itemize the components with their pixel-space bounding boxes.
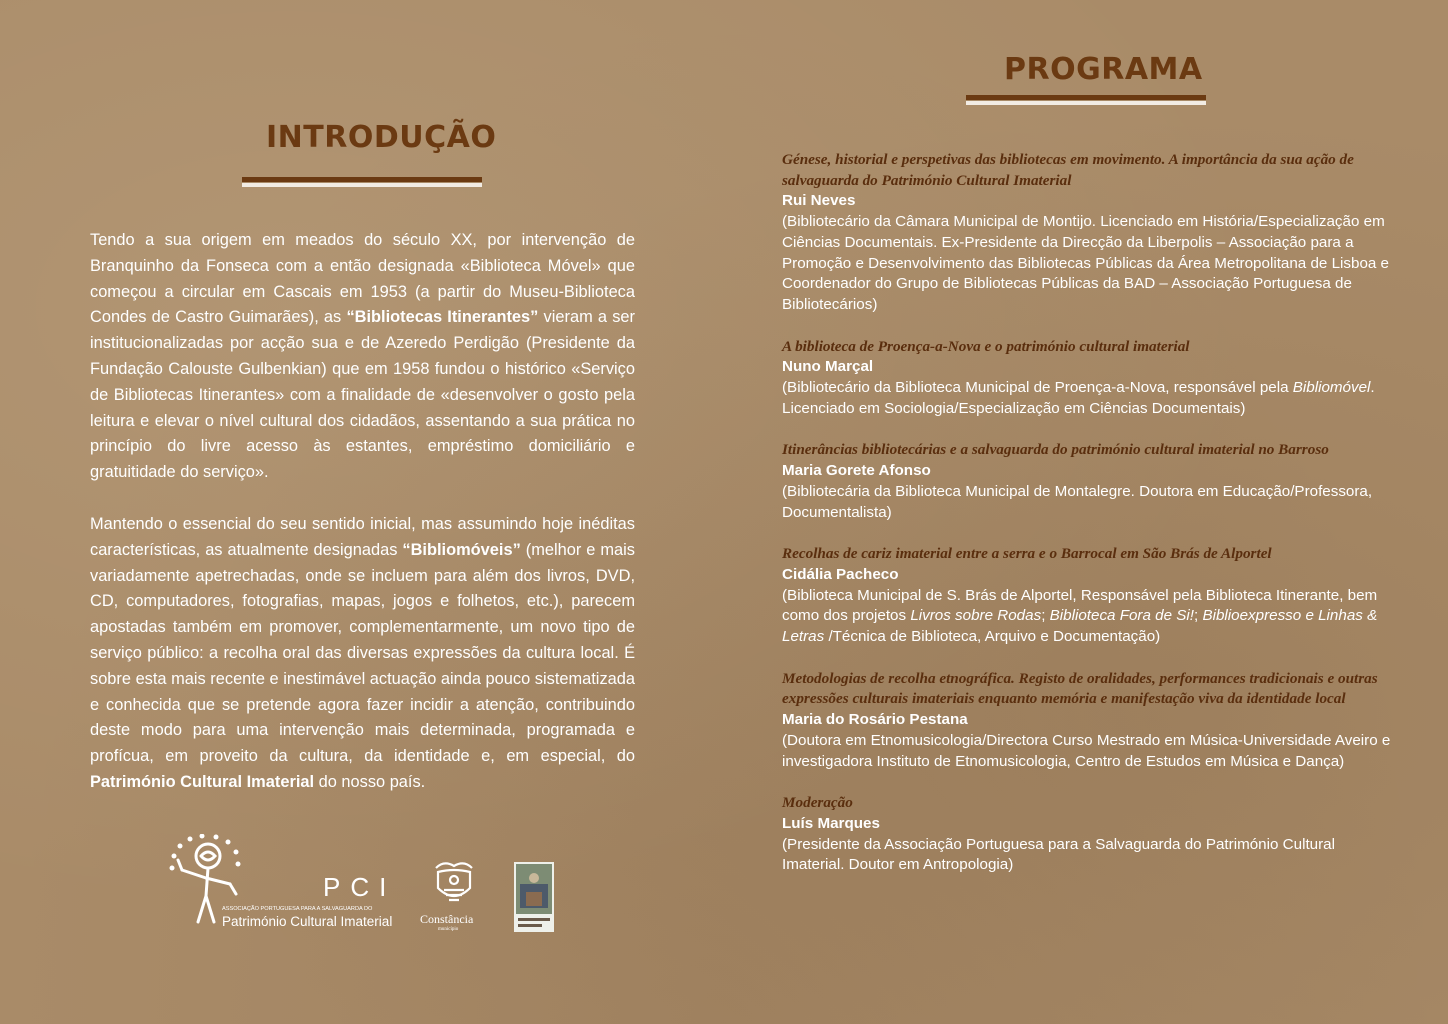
programa-item-description <box>782 482 1392 523</box>
intro-paragraph-1 <box>90 228 635 486</box>
text-run: (Doutora em Etnomusicologia/Directora Curso Mestrado em Música-Universidade Aveiro e investigadora Instituto de Etnomusicologia, Centro de Estudos em Música e Dança) <box>782 731 1391 770</box>
programa-item-description <box>782 586 1392 648</box>
programa-item <box>782 337 1392 420</box>
text-run: Mantendo o essencial do seu sentido inicial, mas assumindo hoje inéditas características, as atualmente designadas <box>90 514 635 559</box>
intro-text <box>90 228 635 822</box>
emphasis-text: Património Cultural Imaterial <box>90 772 315 791</box>
programa-heading: PROGRAMA <box>1004 52 1203 87</box>
text-run: (Biblioteca Municipal de S. Brás de Alportel, Responsável pela Biblioteca Itinerante, bem como dos projetos <box>782 586 1378 625</box>
programa-item-description <box>782 212 1392 316</box>
programa-item-title: Génese, historial e perspetivas das bibliotecas em movimento. A importância da sua ação de salvaguarda do Património Cultural Imaterial <box>782 151 1354 189</box>
pci-association-text: ASSOCIAÇÃO PORTUGUESA PARA A SALVAGUARDA DO <box>222 906 373 912</box>
emphasis-text: Biblioexpresso e Linhas & Letras <box>782 607 1378 646</box>
programa-item-speaker: Nuno Marçal <box>782 358 874 376</box>
programa-item <box>782 440 1392 523</box>
text-run: Tendo a sua origem em meados do século XX, por intervenção de Branquinho da Fonseca com a então designada «Biblioteca Móvel» que começou a circular em Cascais em 1953 (a partir do Museu-Biblioteca Condes de Castro Guimarães), as <box>90 231 635 327</box>
programa-item-title: Metodologias de recolha etnográfica. Registo de oralidades, performances tradicionais e outras expressões culturais imateriais enquanto memória e manifestação viva da identidade local <box>782 669 1378 708</box>
programa-item <box>782 669 1392 773</box>
programa-item-title: Moderação <box>782 794 853 812</box>
emphasis-text: Biblioteca Fora de Si! <box>1049 607 1194 625</box>
programa-item-speaker: Cidália Pacheco <box>782 565 899 583</box>
programa-item <box>782 150 1392 316</box>
constancia-subtitle: município <box>438 927 459 932</box>
emphasis-text: “Bibliomóveis” <box>402 540 521 559</box>
programa-item-title: Recolhas de cariz imaterial entre a serra e o Barrocal em São Brás de Alportel <box>782 545 1272 563</box>
text-run: . Licenciado em Sociologia/Especialização em Ciências Documentais) <box>782 379 1375 417</box>
text-run: (melhor e mais variadamente apetrechadas, onde se incluem para além dos livros, DVD, CD, computadores, fotografias, mapas, jogos e folhetos, etc.), parecem apostadas também em promover, complementarmente, um novo tipo de serviço público: a recolha oral das diversas expressões da cultura local. É sobre esta mais recente e inestimável actuação ainda pouco sistematizada e conhecida que se pretende agora fazer incidir a atenção, contribuindo deste modo para uma intervenção mais determinada, programada e profícua, em proveito da cultura, da identidade e, em especial, do <box>90 540 635 766</box>
programa-item-title: A biblioteca de Proença-a-Nova e o património cultural imaterial <box>782 337 1190 355</box>
intro-heading-rule <box>242 177 482 187</box>
intro-paragraph-2 <box>90 512 635 796</box>
pci-acronym: PCI <box>323 872 397 902</box>
text-run: /Técnica de Biblioteca, Arquivo e Documentação) <box>824 628 1161 646</box>
programa-item-speaker: Rui Neves <box>782 192 856 210</box>
programa-item-speaker: Luís Marques <box>782 814 880 832</box>
pci-name: Património Cultural Imaterial <box>222 914 393 929</box>
constancia-name: Constância <box>420 912 474 926</box>
programa-item-speaker: Maria do Rosário Pestana <box>782 711 968 729</box>
programa-item-description <box>782 835 1392 876</box>
bookmobile-photo-icon <box>514 862 554 932</box>
emphasis-text: “Bibliotecas Itinerantes” <box>346 308 539 327</box>
text-run: vieram a ser institucionalizadas por acção sua e de Azeredo Perdigão (Presidente da Fundação Calouste Gulbenkian) que em 1958 fundou o histórico «Serviço de Bibliotecas Itinerantes» com a finalidade de «desenvolver o gosto pela leitura e elevar o nível cultural dos cidadãos, assentando a sua prática no princípio do livre acesso às estantes, empréstimo domiciliário e gratuitidade do serviço». <box>90 308 635 482</box>
text-run: ; <box>1194 607 1203 625</box>
programa-item-title: Itinerâncias bibliotecárias e a salvaguarda do património cultural imaterial no Barroso <box>782 441 1329 459</box>
text-run: (Bibliotecário da Câmara Municipal de Montijo. Licenciado em História/Especialização em Ciências Documentais. Ex-Presidente da Direcção da Liberpolis – Associação para a Promoção e Desenvolvimento das Bibliotecas Públicas da Área Metropolitana de Lisboa e Coordenador do Grupo de Bibliotecas Públicas da BAD – Associação Portuguesa de Bibliotecários) <box>782 213 1390 313</box>
constancia-crest-icon <box>432 860 476 910</box>
text-run: do nosso país. <box>314 772 426 791</box>
text-run: (Presidente da Associação Portuguesa para a Salvaguarda do Património Cultural Imaterial. Doutor em Antropologia) <box>782 835 1335 874</box>
partner-logos <box>168 832 568 942</box>
programa-heading-rule <box>966 95 1206 105</box>
text-run: (Bibliotecário da Biblioteca Municipal de Proença-a-Nova, responsável pela <box>782 379 1293 397</box>
emphasis-text: Livros sobre Rodas <box>910 607 1042 625</box>
programa-item <box>782 793 1392 876</box>
programa-item-description <box>782 731 1392 772</box>
programa-item-speaker: Maria Gorete Afonso <box>782 462 931 480</box>
intro-heading: INTRODUÇÃO <box>266 120 497 155</box>
emphasis-text: Bibliomóvel <box>1292 379 1371 397</box>
programa-item-description <box>782 378 1392 419</box>
text-run: ; <box>1041 607 1050 625</box>
programa-list <box>782 150 1392 897</box>
programa-item <box>782 544 1392 648</box>
text-run: (Bibliotecária da Biblioteca Municipal de Montalegre. Doutora em Educação/Professora, Documentalista) <box>782 482 1373 521</box>
